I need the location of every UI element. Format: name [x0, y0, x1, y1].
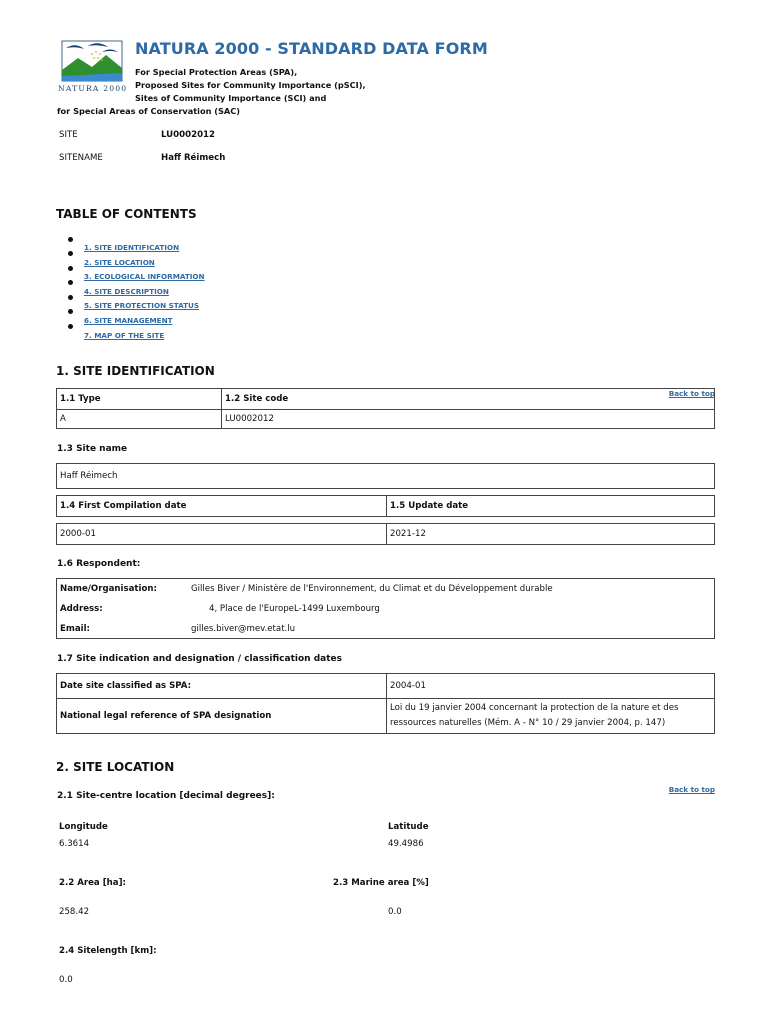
section-2-title: 2. SITE LOCATION [56, 760, 175, 774]
subtitle-line-4: for Special Areas of Conservation (SAC) [57, 106, 240, 116]
longitude-value: 6.3614 [59, 839, 90, 849]
toc-link-ecological-information[interactable]: 3. ECOLOGICAL INFORMATION [84, 272, 205, 282]
toc-title: TABLE OF CONTENTS [56, 207, 197, 221]
sitelength-label: 2.4 Sitelength [km]: [59, 946, 157, 956]
respondent-box [56, 578, 715, 639]
latitude-label: Latitude [388, 822, 429, 832]
toc-link-site-management[interactable]: 6. SITE MANAGEMENT [84, 315, 173, 325]
respondent-address-label: Address: [60, 604, 103, 614]
toc-item [66, 279, 205, 294]
update-date-value: 2021-12 [387, 524, 715, 545]
sitelength-value: 0.0 [59, 975, 73, 985]
first-compilation-label: 1.4 First Compilation date [57, 496, 387, 517]
first-compilation-value: 2000-01 [57, 524, 387, 545]
back-to-top-link-1[interactable]: Back to top [668, 389, 715, 398]
compilation-values-table [56, 523, 715, 545]
type-code-table [56, 388, 715, 429]
designation-table [56, 673, 715, 734]
toc-link-site-description[interactable]: 4. SITE DESCRIPTION [84, 286, 169, 296]
respondent-email-label: Email: [60, 624, 90, 634]
subtitle-line-2: Proposed Sites for Community Importance (pSCI), [135, 80, 366, 90]
page-title: NATURA 2000 - STANDARD DATA FORM [135, 39, 488, 58]
toc-item [66, 235, 205, 250]
designation-label: 1.7 Site indication and designation / classification dates [57, 654, 342, 664]
logo-text: NATURA 2000 [58, 84, 128, 93]
site-code-value: LU0002012 [161, 130, 216, 140]
toc-item [66, 293, 205, 311]
back-to-top-link-2[interactable]: Back to top [668, 785, 715, 794]
legal-reference-label: National legal reference of SPA designation [57, 699, 387, 734]
toc-item [66, 250, 205, 265]
toc-link-site-protection-status[interactable]: 5. SITE PROTECTION STATUS [84, 301, 200, 311]
subtitle-line-1: For Special Protection Areas (SPA), [135, 67, 298, 77]
type-label: 1.1 Type [57, 389, 222, 410]
legal-reference-line-1: Loi du 19 janvier 2004 concernant la protection de la nature et des [390, 703, 679, 713]
area-value: 258.42 [59, 907, 90, 917]
site-name-value: Haff Réimech [57, 464, 715, 489]
respondent-name-value: Gilles Biver / Ministère de l'Environnement, du Climat et du Développement durable [191, 584, 553, 594]
toc-item [66, 323, 205, 338]
sitename-value: Haff Réimech [161, 153, 226, 163]
spa-date-value: 2004-01 [387, 674, 715, 699]
site-centre-label: 2.1 Site-centre location [decimal degrees]: [57, 791, 275, 801]
first-compilation-table [56, 495, 715, 517]
update-date-label: 1.5 Update date [387, 496, 715, 517]
toc-item [66, 308, 205, 323]
legal-reference-value [387, 699, 715, 734]
marine-area-value: 0.0 [388, 907, 402, 917]
toc-link-site-location[interactable]: 2. SITE LOCATION [84, 257, 155, 267]
site-code-label: 1.2 Site code [222, 389, 715, 410]
legal-reference-line-2: ressources naturelles (Mém. A - N° 10 / 29 janvier 2004, p. 147) [390, 718, 666, 728]
sitename-label: SITENAME [59, 153, 103, 163]
toc-item [66, 264, 205, 282]
site-name-label: 1.3 Site name [57, 444, 128, 454]
toc-link-site-identification[interactable]: 1. SITE IDENTIFICATION [84, 243, 180, 252]
type-value: A [57, 410, 222, 429]
site-code-cell-value: LU0002012 [222, 410, 715, 429]
toc-link-map-of-the-site[interactable]: 7. MAP OF THE SITE [84, 330, 165, 340]
respondent-name-label: Name/Organisation: [60, 584, 157, 594]
site-label: SITE [59, 130, 78, 140]
toc-list [66, 235, 205, 340]
marine-area-label: 2.3 Marine area [%] [333, 878, 429, 888]
spa-date-label: Date site classified as SPA: [57, 674, 387, 699]
section-1-title: 1. SITE IDENTIFICATION [56, 364, 215, 378]
respondent-label: 1.6 Respondent: [57, 559, 141, 569]
area-label: 2.2 Area [ha]: [59, 878, 126, 888]
latitude-value: 49.4986 [388, 839, 424, 849]
respondent-email-value: gilles.biver@mev.etat.lu [191, 624, 296, 634]
site-name-table [56, 463, 715, 489]
longitude-label: Longitude [59, 822, 108, 832]
respondent-address-value: 4, Place de l'EuropeL-1499 Luxembourg [209, 604, 380, 614]
subtitle-line-3: Sites of Community Importance (SCI) and [135, 93, 327, 103]
